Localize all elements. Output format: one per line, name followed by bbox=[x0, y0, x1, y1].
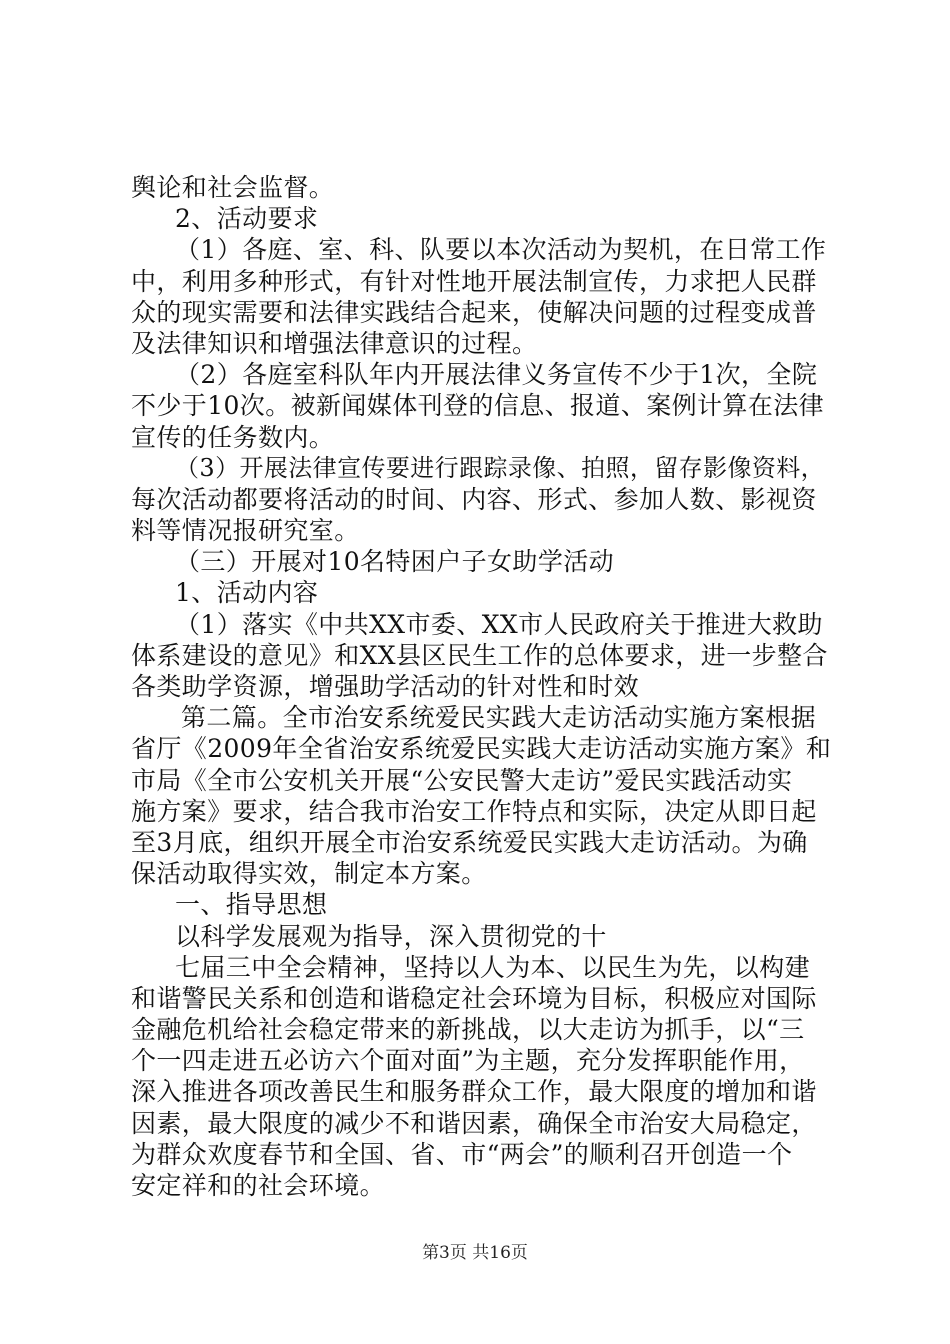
text-line: （2）各庭室科队年内开展法律义务宣传不少于1次，全院 bbox=[175, 360, 818, 390]
text-line: 各类助学资源，增强助学活动的针对性和时效 bbox=[131, 672, 640, 701]
text-line: 以科学发展观为指导，深入贯彻党的十 bbox=[175, 921, 607, 951]
text-line: 保活动取得实效，制定本方案。 bbox=[131, 859, 487, 889]
document-body bbox=[131, 172, 831, 1201]
text-line: 一、指导思想 bbox=[175, 890, 328, 920]
page-footer: 第3页 共16页 bbox=[422, 1243, 528, 1263]
text-line: 市局《全市公安机关开展“公安民警大走访”爱民实践活动实 bbox=[131, 765, 793, 795]
text-line: 及法律知识和增强法律意识的过程。 bbox=[131, 328, 538, 358]
text-line: 省厅《2009年全省治安系统爱民实践大走访活动实施方案》和 bbox=[131, 734, 832, 764]
text-line: 料等情况报研究室。 bbox=[131, 516, 360, 546]
text-line: 1、活动内容 bbox=[175, 578, 319, 608]
text-line: 体系建设的意见》和XX县区民生工作的总体要求，进一步整合 bbox=[131, 640, 828, 670]
text-line: （1）落实《中共XX市委、XX市人民政府关于推进大救助 bbox=[175, 609, 823, 639]
text-line: 安定祥和的社会环境。 bbox=[131, 1171, 386, 1200]
text-line: 为群众欢度春节和全国、省、市“两会”的顺利召开创造一个 bbox=[131, 1139, 793, 1169]
text-line: 深入推进各项改善民生和服务群众工作，最大限度的增加和谐 bbox=[131, 1077, 817, 1107]
text-line: 和谐警民关系和创造和谐稳定社会环境为目标，积极应对国际 bbox=[131, 983, 817, 1013]
text-line: （三）开展对10名特困户子女助学活动 bbox=[175, 547, 615, 577]
text-line: 每次活动都要将活动的时间、内容、形式、参加人数、影视资 bbox=[131, 484, 817, 514]
text-line: 金融危机给社会稳定带来的新挑战，以大走访为抓手，以“三 bbox=[131, 1015, 805, 1045]
text-line: 中，利用多种形式，有针对性地开展法制宣传，力求把人民群 bbox=[131, 266, 817, 296]
text-line: 宣传的任务数内。 bbox=[131, 422, 335, 452]
text-line: 2、活动要求 bbox=[175, 204, 319, 234]
text-line: （1）各庭、室、科、队要以本次活动为契机，在日常工作 bbox=[175, 235, 827, 265]
text-line: 个一四走进五必访六个面对面”为主题，充分发挥职能作用， bbox=[131, 1046, 805, 1076]
text-line: 施方案》要求，结合我市治安工作特点和实际，决定从即日起 bbox=[131, 796, 817, 826]
text-line: 众的现实需要和法律实践结合起来，使解决问题的过程变成普 bbox=[131, 297, 817, 327]
text-line: 第二篇。全市治安系统爱民实践大走访活动实施方案根据 bbox=[181, 703, 817, 733]
text-line: 因素，最大限度的减少不和谐因素，确保全市治安大局稳定， bbox=[131, 1108, 817, 1138]
text-line: （3）开展法律宣传要进行跟踪录像、拍照，留存影像资料， bbox=[175, 453, 826, 482]
text-line: 不少于10次。被新闻媒体刊登的信息、报道、案例计算在法律 bbox=[131, 391, 825, 421]
text-line: 舆论和社会监督。 bbox=[131, 173, 335, 202]
text-line: 至3月底，组织开展全市治安系统爱民实践大走访活动。为确 bbox=[131, 827, 808, 857]
text-line: 七届三中全会精神，坚持以人为本、以民生为先，以构建 bbox=[175, 952, 811, 982]
